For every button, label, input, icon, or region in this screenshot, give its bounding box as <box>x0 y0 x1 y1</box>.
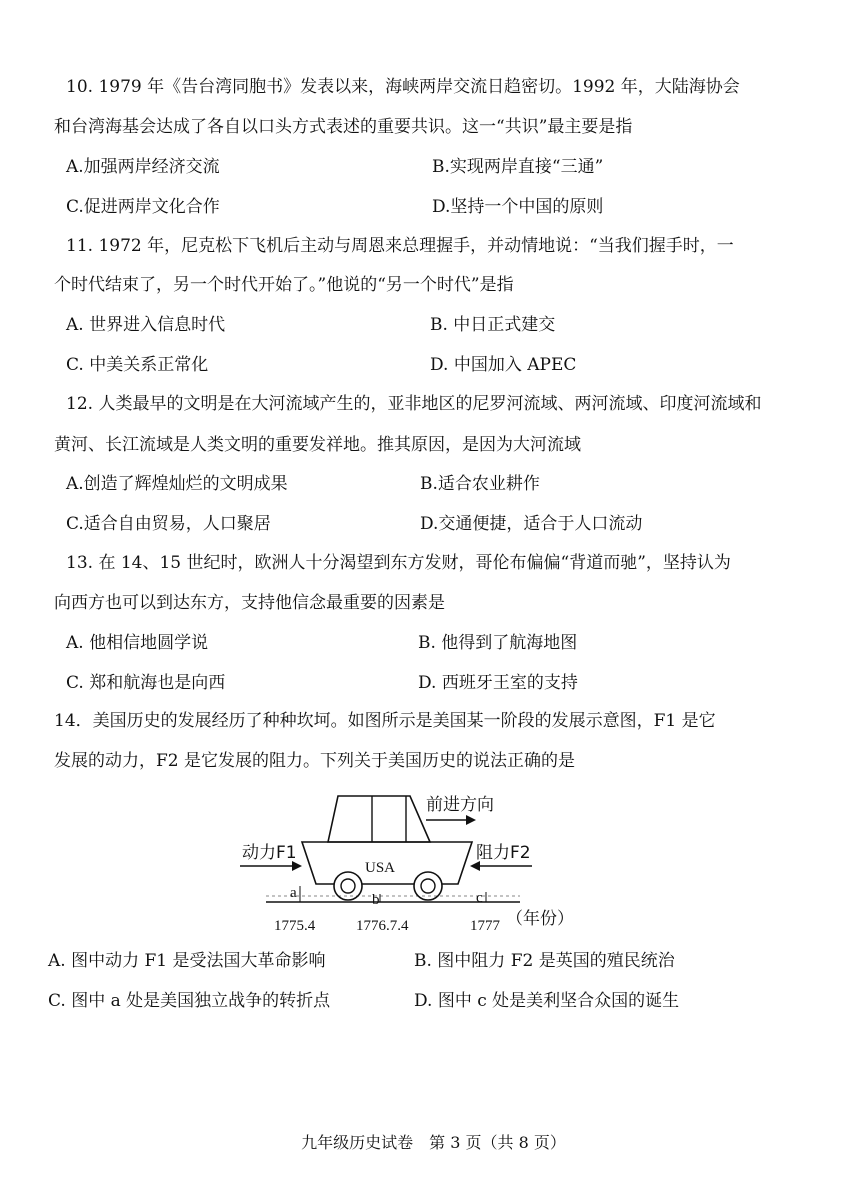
q12-option-c: C.适合自由贸易，人口聚居 <box>66 514 271 534</box>
q11-option-d: D. 中国加入 APEC <box>430 355 577 375</box>
q14-option-d: D. 图中 c 处是美利坚合众国的诞生 <box>414 991 680 1011</box>
q13-stem-line-1: 13. 在 14、15 世纪时，欧洲人十分渴望到东方发财，哥伦布偏偏“背道而驰”，坚持认为 <box>66 553 731 573</box>
force-f1-label: 动力F1 <box>242 843 297 863</box>
marker-b: b <box>372 892 380 908</box>
q14-option-c: C. 图中 a 处是美国独立战争的转折点 <box>48 991 331 1011</box>
car-usa-label: USA <box>365 860 396 876</box>
q10-option-d: D.坚持一个中国的原则 <box>432 197 604 217</box>
q12-stem-line-2: 黄河、长江流域是人类文明的重要发祥地。推其原因，是因为大河流域 <box>54 435 581 455</box>
q12-option-d: D.交通便捷，适合于人口流动 <box>420 514 643 534</box>
q11-stem-line-2: 个时代结束了，另一个时代开始了。”他说的“另一个时代”是指 <box>54 275 514 295</box>
axis-unit-label: （年份） <box>506 909 574 929</box>
direction-label: 前进方向 <box>426 795 494 815</box>
q10-option-c: C.促进两岸文化合作 <box>66 197 220 217</box>
us-history-car-diagram <box>230 780 590 945</box>
q12-option-a: A.创造了辉煌灿烂的文明成果 <box>66 474 288 494</box>
q11-option-c: C. 中美关系正常化 <box>66 355 209 375</box>
q13-option-c: C. 郑和航海也是向西 <box>66 673 226 693</box>
marker-c: c <box>476 890 483 906</box>
q13-option-a: A. 他相信地圆学说 <box>66 633 209 653</box>
q13-stem-line-2: 向西方也可以到达东方，支持他信念最重要的因素是 <box>54 593 445 613</box>
q10-stem-line-1: 10. 1979 年《告台湾同胞书》发表以来，海峡两岸交流日趋密切。1992 年，大陆海协会 <box>66 77 740 97</box>
q12-option-b: B.适合农业耕作 <box>420 474 540 494</box>
date-c-label: 1777 <box>470 918 500 934</box>
q14-stem-line-2: 发展的动力，F2 是它发展的阻力。下列关于美国历史的说法正确的是 <box>54 751 576 771</box>
q11-option-b: B. 中日正式建交 <box>430 315 556 335</box>
q10-option-a: A.加强两岸经济交流 <box>66 157 220 177</box>
q11-stem-line-1: 11. 1972 年，尼克松下飞机后主动与周恩来总理握手，并动情地说：“当我们握手时，一 <box>66 236 734 256</box>
q13-option-d: D. 西班牙王室的支持 <box>418 673 578 693</box>
q14-stem-line-1: 14．美国历史的发展经历了种种坎坷。如图所示是美国某一阶段的发展示意图，F1 是它 <box>54 711 716 731</box>
q13-option-b: B. 他得到了航海地图 <box>418 633 578 653</box>
q14-option-a: A. 图中动力 F1 是受法国大革命影响 <box>48 951 326 971</box>
q11-option-a: A. 世界进入信息时代 <box>66 315 226 335</box>
q12-stem-line-1: 12. 人类最早的文明是在大河流域产生的，亚非地区的尼罗河流域、两河流域、印度河流域和 <box>66 394 762 414</box>
q14-option-b: B. 图中阻力 F2 是英国的殖民统治 <box>414 951 675 971</box>
q10-stem-line-2: 和台湾海基会达成了各自以口头方式表述的重要共识。这一“共识”最主要是指 <box>54 117 633 137</box>
q10-option-b: B.实现两岸直接“三通” <box>432 157 604 177</box>
date-b-label: 1776.7.4 <box>356 918 409 934</box>
force-f2-label: 阻力F2 <box>476 843 531 863</box>
car-roof <box>328 796 430 842</box>
date-a-label: 1775.4 <box>274 918 316 934</box>
page-footer: 九年级历史试卷 第 3 页（共 8 页） <box>301 1133 566 1152</box>
marker-a: a <box>290 885 297 901</box>
